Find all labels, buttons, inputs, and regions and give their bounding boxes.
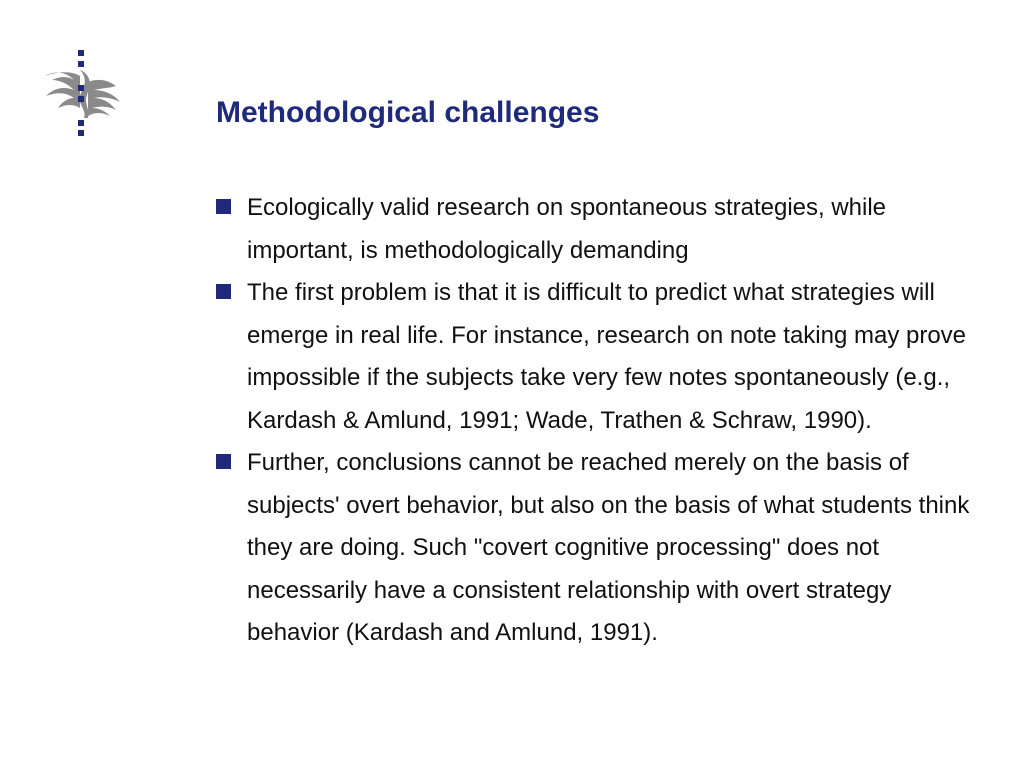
university-logo-icon xyxy=(34,46,126,138)
bullet-text: Further, conclusions cannot be reached merely on the basis of subjects' overt behavior, but also on the basis of what students think they are doing. Such "covert cognitive processing" does not necessarily have a consistent relationship with overt strategy behavior (Kardash and Amlund, 1991). xyxy=(247,449,970,646)
bullet-item xyxy=(216,442,986,655)
bullet-item xyxy=(216,272,986,442)
bullet-text: Ecologically valid research on spontaneous strategies, while important, is methodologically demanding xyxy=(247,194,887,264)
square-bullet-icon xyxy=(216,284,231,299)
bullet-item xyxy=(216,187,986,272)
bullet-list xyxy=(216,187,986,655)
slide-title: Methodological challenges xyxy=(216,96,600,129)
bullet-text: The first problem is that it is difficult to predict what strategies will emerge in real life. For instance, research on note taking may prove impossible if the subjects take very few notes spontaneously (e.g., Kardash & Amlund, 1991; Wade, Trathen & Schraw, 1990). xyxy=(247,279,967,434)
square-bullet-icon xyxy=(216,199,231,214)
square-bullet-icon xyxy=(216,454,231,469)
